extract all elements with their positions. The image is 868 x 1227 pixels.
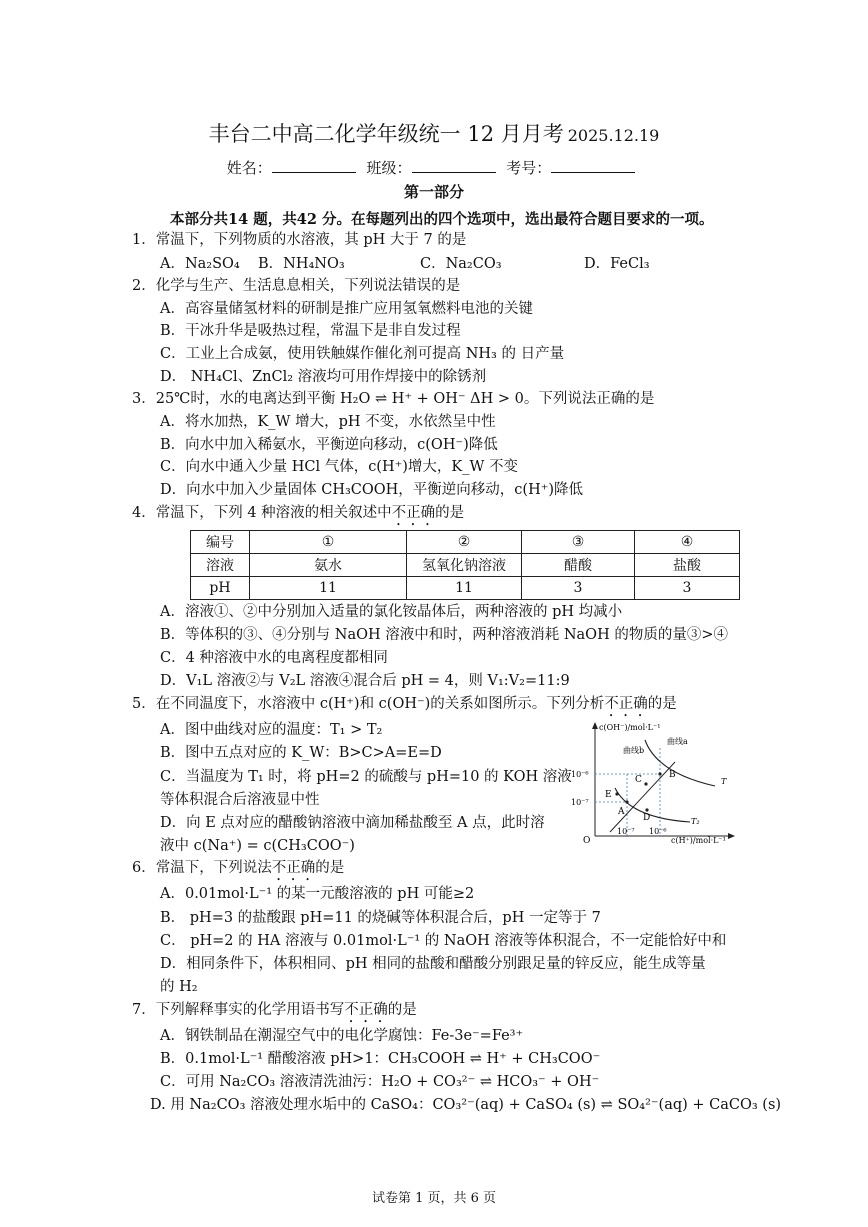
q7-option-b: B．0.1mol·L⁻¹ 醋酸溶液 pH>1：CH₃COOH ⇌ H⁺ + CH₃COO⁻: [160, 1051, 601, 1067]
point-e-marker: [615, 792, 618, 795]
table-cell: ①: [250, 531, 407, 554]
table-cell: ④: [635, 531, 740, 554]
q6-option-d: D．相同条件下，体积相同、pH 相同的盐酸和醋酸分别跟足量的锌反应，能生成等量: [160, 956, 706, 972]
q4-option-d: D．V₁L 溶液②与 V₂L 溶液④混合后 pH = 4，则 V₁:V₂=11:9: [160, 673, 570, 689]
table-cell: 11: [250, 577, 407, 600]
tick-x-10-6: 10⁻⁶: [649, 827, 667, 836]
x-axis-arrow: [728, 833, 735, 839]
title-text: 丰台二中高二化学年级统一 12 月月考: [208, 122, 564, 146]
q1-option-b: B．NH₄NO₃: [258, 256, 345, 272]
q6-option-c: C． pH=2 的 HA 溶液与 0.01mol·L⁻¹ 的 NaOH 溶液等体积混合，不一定能恰好中和: [160, 933, 727, 949]
q5-option-a: A．图中曲线对应的温度：T₁ > T₂: [160, 722, 383, 738]
exam-date: 2025.12.19: [567, 126, 660, 145]
table-cell: ③: [522, 531, 635, 554]
table-cell: 溶液: [191, 554, 250, 577]
table-cell: ②: [407, 531, 522, 554]
curve-t2-lower: [615, 788, 690, 822]
table-row: [191, 577, 740, 600]
q5-option-c-cont: 等体积混合后溶液显中性: [160, 792, 320, 808]
point-e-label: E: [605, 790, 612, 800]
q5-stem: [132, 694, 677, 720]
point-d-label: D: [643, 813, 651, 823]
q6-stem-emphasis: 不正确: [271, 860, 316, 876]
q4-stem: [132, 503, 464, 529]
q7-option-a: A．钢铁制品在潮湿空气中的电化学腐蚀：Fe-3e⁻=Fe³⁺: [160, 1028, 524, 1044]
curve-b-label: 曲线b: [623, 746, 645, 755]
page-footer: 试卷第 1 页，共 6 页: [371, 1191, 497, 1206]
q2-stem: 2．化学与生产、生活息息相关，下列说法错误的是: [132, 278, 461, 294]
y-axis-arrow: [592, 722, 598, 729]
table-cell: 盐酸: [635, 554, 740, 577]
name-blank[interactable]: [272, 158, 356, 173]
q4-stem-post: 的是: [435, 505, 465, 521]
table-row: [191, 554, 740, 577]
q6-option-d-cont: 的 H₂: [160, 979, 198, 995]
point-d-marker: [645, 808, 648, 811]
q1-stem: 1．常温下，下列物质的水溶液，其 pH 大于 7 的是: [132, 232, 467, 248]
q4-option-a: A．溶液①、②中分别加入适量的氯化铵晶体后，两种溶液的 pH 均减小: [160, 604, 623, 620]
q2-option-b: B．干冰升华是吸热过程，常温下是非自发过程: [160, 323, 461, 339]
point-b-marker: [658, 772, 661, 775]
class-label: 班级：: [366, 159, 412, 177]
q7-option-c: C．可用 Na₂CO₃ 溶液清洗油污：H₂O + CO₃²⁻ ⇌ HCO₃⁻ + OH⁻: [160, 1074, 600, 1090]
point-c-marker: [644, 782, 647, 785]
point-a-marker: [625, 800, 628, 803]
q1-option-d: D．FeCl₃: [584, 256, 650, 272]
q5-option-d: D．向 E 点对应的醋酸钠溶液中滴加稀盐酸至 A 点，此时溶: [160, 815, 545, 831]
q5-option-b: B．图中五点对应的 K_W：B>C>A=E=D: [160, 745, 442, 761]
q5-option-d-cont: 液中 c(Na⁺) = c(CH₃COO⁻): [160, 838, 355, 854]
exam-no-label: 考号：: [506, 159, 552, 177]
class-blank[interactable]: [412, 158, 496, 173]
q4-option-b: B．等体积的③、④分别与 NaOH 溶液中和时，两种溶液消耗 NaOH 的物质的量③>④: [160, 627, 728, 643]
part-heading: 第一部分: [403, 183, 464, 201]
q3-option-a: A．将水加热，K_W 增大，pH 不变，水依然呈中性: [160, 414, 496, 430]
tick-x-10-7: 10⁻⁷: [617, 827, 635, 836]
tick-y-10-6: 10⁻⁶: [571, 770, 589, 779]
instructions: 本部分共14 题，共42 分。在每题列出的四个选项中，选出最符合题目要求的一项。: [170, 211, 714, 228]
y-axis-label: c(OH⁻)/mol·L⁻¹: [599, 723, 661, 732]
table-cell: 11: [407, 577, 522, 600]
x-axis-label: c(H⁺)/mol·L⁻¹: [671, 836, 726, 845]
name-label: 姓名：: [226, 159, 272, 177]
q2-option-d: D． NH₄Cl、ZnCl₂ 溶液均可用作焊接中的除锈剂: [160, 369, 487, 385]
q5-stem-post: 的是: [647, 696, 677, 712]
curve-t-upper: [645, 740, 715, 786]
q6-stem-post: 的是: [315, 860, 345, 876]
q2-option-a: A．高容量储氢材料的研制是推广应用氢氧燃料电池的关键: [160, 301, 533, 317]
q7-stem-emphasis: 不正确: [344, 1002, 388, 1018]
q7-stem: [132, 1000, 417, 1026]
curve-a-label: 曲线a: [667, 737, 688, 746]
origin-label: O: [583, 836, 591, 846]
q4-table: [190, 530, 740, 600]
point-b-label: B: [669, 770, 676, 780]
q4-stem-emphasis: 不正确: [391, 505, 436, 521]
q7-stem-pre: 7．下列解释事实的化学用语书写: [132, 1002, 345, 1018]
tick-y-10-7: 10⁻⁷: [571, 798, 589, 807]
exam-no-blank[interactable]: [551, 158, 635, 173]
table-cell: 氢氧化钠溶液: [407, 554, 522, 577]
q5-stem-emphasis: 不正确: [604, 696, 648, 712]
q7-option-d: D. 用 Na₂CO₃ 溶液处理水垢中的 CaSO₄：CO₃²⁻(aq) + CaSO₄ (s) ⇌ SO₄²⁻(aq) + CaCO₃ (s): [150, 1097, 782, 1113]
temp-label-lower: T₂: [691, 817, 700, 826]
q3-stem: 3．25℃时，水的电离达到平衡 H₂O ⇌ H⁺ + OH⁻ ΔH > 0。下列说法正确的是: [132, 391, 655, 407]
q4-stem-pre: 4．常温下，下列 4 种溶液的相关叙述中: [132, 505, 392, 521]
point-a-label: A: [618, 807, 625, 817]
q2-option-c: C．工业上合成氨，使用铁触媒作催化剂可提高 NH₃ 的 日产量: [160, 346, 565, 362]
q3-option-c: C．向水中通入少量 HCl 气体，c(H⁺)增大，K_W 不变: [160, 459, 519, 475]
table-cell: 醋酸: [522, 554, 635, 577]
table-cell: 氨水: [250, 554, 407, 577]
q5-stem-pre: 5．在不同温度下，水溶液中 c(H⁺)和 c(OH⁻)的关系如图所示。下列分析: [132, 696, 605, 712]
table-cell: 3: [522, 577, 635, 600]
q3-option-d: D．向水中加入少量固体 CH₃COOH，平衡逆向移动，c(H⁺)降低: [160, 482, 584, 498]
q6-stem: [132, 858, 344, 884]
student-info-line: [0, 157, 868, 178]
q3-option-b: B．向水中加入稀氨水，平衡逆向移动，c(OH⁻)降低: [160, 437, 498, 453]
q7-stem-post: 的是: [387, 1002, 417, 1018]
q6-option-a: A．0.01mol·L⁻¹ 的某一元酸溶液的 pH 可能≥2: [160, 886, 475, 902]
table-cell: pH: [191, 577, 250, 600]
table-cell: 编号: [191, 531, 250, 554]
q1-option-a: A．Na₂SO₄: [160, 256, 240, 272]
q5-option-c: C．当温度为 T₁ 时，将 pH=2 的硫酸与 pH=10 的 KOH 溶液: [160, 769, 572, 785]
table-row: [191, 531, 740, 554]
table-cell: 3: [635, 577, 740, 600]
temp-label-upper: T: [721, 777, 727, 786]
q5-water-ionization-graph: [571, 718, 740, 846]
exam-title: [0, 118, 868, 148]
q1-option-c: C．Na₂CO₃: [420, 256, 502, 272]
point-c-label: C: [635, 775, 642, 785]
q6-stem-pre: 6．常温下，下列说法: [132, 860, 272, 876]
q4-option-c: C．4 种溶液中水的电离程度都相同: [160, 650, 388, 666]
q6-option-b: B． pH=3 的盐酸跟 pH=11 的烧碱等体积混合后，pH 一定等于 7: [160, 910, 601, 926]
